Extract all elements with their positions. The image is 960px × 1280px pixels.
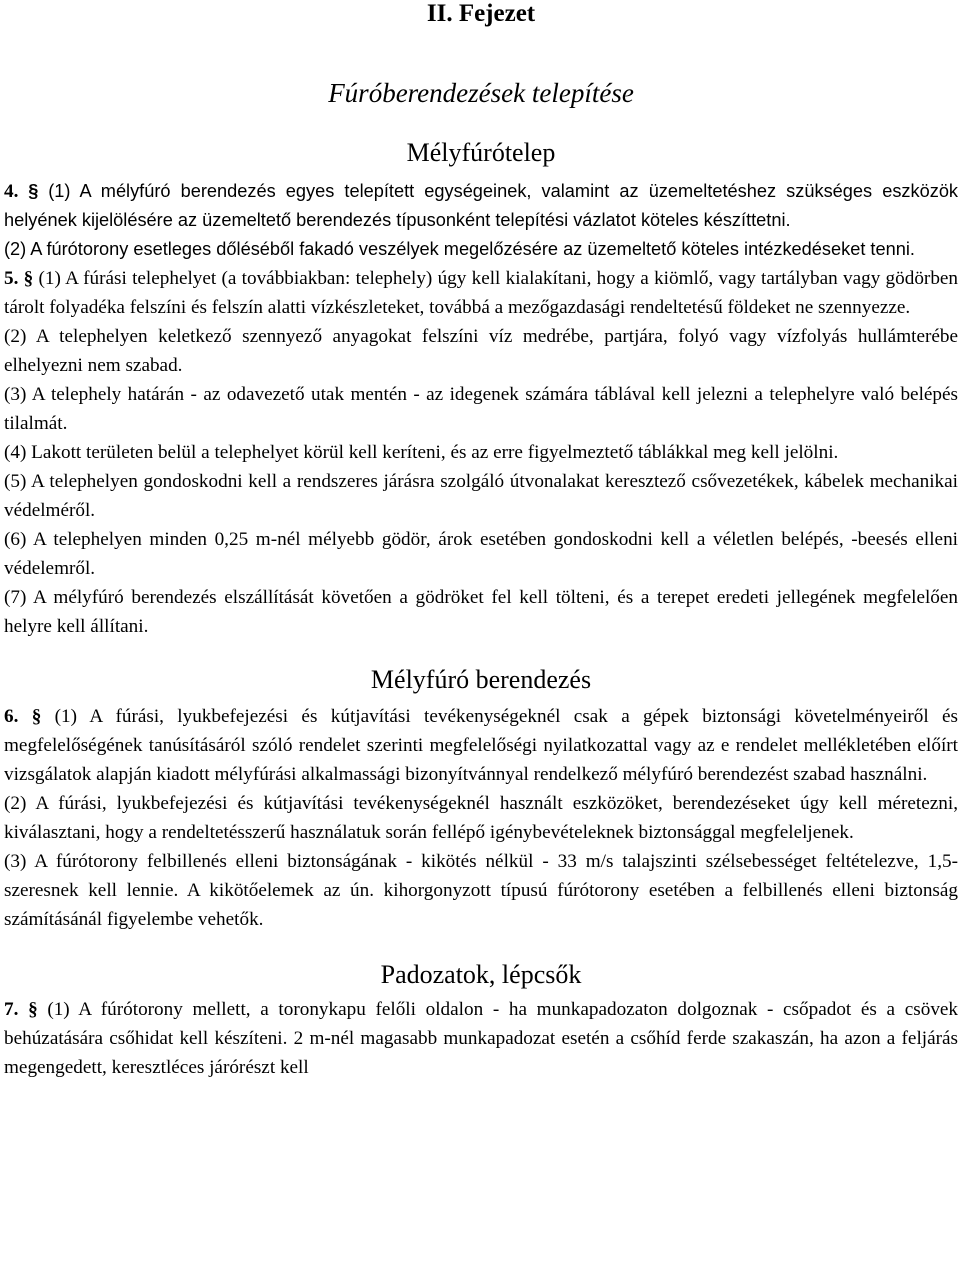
paragraph-number: 6. <box>4 706 19 727</box>
paragraph-text: (1) A fúrótorony mellett, a toronykapu felőli oldalon - ha munkapadozaton dolgoznak - csőpadot és a csövek behúzatására csőhidat kell készíteni. 2 m-nél magasabb munkapadozat esetén a csőhíd ferde szakaszán, ha azon a feljárás megengedett, keresztléces járórészt kell <box>4 999 959 1078</box>
paragraph <box>4 789 958 847</box>
paragraph-text: (2) A fúrótorony esetleges dőléséből fakadó veszélyek megelőzésére az üzemeltető köteles intézkedéseket tenni. <box>4 239 915 259</box>
paragraph-text: (7) A mélyfúró berendezés elszállítását követően a gödröket fel kell tölteni, és a terepet eredeti jellegének megfelelően helyre kell állítani. <box>4 587 958 637</box>
paragraph <box>4 583 958 641</box>
paragraph <box>4 467 958 525</box>
section-heading: Mélyfúró berendezés <box>370 665 592 694</box>
section-sign: § <box>23 268 34 289</box>
paragraph-text: (3) A fúrótorony felbillenés elleni biztonságának - kikötés nélkül - 33 m/s talajszinti szélsebességet feltételezve, 1,5-szeresnek kell lennie. A kikötőelemek az ún. kihorgonyzott típusú fúrótorony esetében a felbillenés elleni biztonság számításánál figyelembe vehetők. <box>4 851 958 930</box>
paragraph-text: (1) A fúrási, lyukbefejezési és kútjavítási tevékenységeknél csak a gépek biztonsági követelményeiről és megfelelőségének tanúsításáról szóló rendelet szerinti megfelelőségi nyilatkozattal vagy az e rendelet mellékletében előírt vizsgálatok alapján kiadott mélyfúrási alkalmassági bizonyítvánnyal rendelkező mélyfúró berendezést szabad használni. <box>4 706 958 785</box>
paragraph-number: 4. <box>4 181 19 202</box>
section-sign: § <box>31 706 42 727</box>
paragraph-text: (5) A telephelyen gondoskodni kell a rendszeres járásra szolgáló útvonalakat keresztező csővezetékek, kábelek mechanikai védelméről. <box>4 471 958 521</box>
paragraph-text: (6) A telephelyen minden 0,25 m-nél mélyebb gödör, árok esetében gondoskodni kell a véletlen belépés, -beesés elleni védelemről. <box>4 529 958 579</box>
paragraph <box>4 235 958 264</box>
paragraph-number: 7. <box>4 999 19 1020</box>
paragraph <box>4 380 958 438</box>
paragraph-text: (4) Lakott területen belül a telephelyet körül kell keríteni, és az erre figyelmeztető táblákkal meg kell jelölni. <box>4 442 839 463</box>
chapter-heading: II. Fejezet <box>426 0 536 27</box>
paragraph-text: (1) A mélyfúró berendezés egyes telepített egységeinek, valamint az üzemeltetéshez szükséges eszközök helyének kijelölésére az üzemeltető berendezés típusonként telepítési vázlatot köteles készíttetni. <box>4 181 959 230</box>
section-heading: Padozatok, lépcsők <box>380 960 582 989</box>
paragraph <box>4 264 958 322</box>
chapter-title: Fúróberendezések telepítése <box>328 78 634 108</box>
paragraph-text: (3) A telephely határán - az odavezető utak mentén - az idegenek számára táblával kell jelezni a telephelyre való belépés tilalmát. <box>4 384 958 434</box>
paragraph <box>4 995 958 1082</box>
paragraph <box>4 702 958 789</box>
paragraph <box>4 847 958 934</box>
document-page <box>4 0 958 1082</box>
paragraph <box>4 438 958 467</box>
paragraph-text: (2) A telephelyen keletkező szennyező anyagokat felszíni víz medrébe, partjára, folyó vagy vízfolyás hullámterébe elhelyezni nem szabad. <box>4 326 958 376</box>
paragraph-number: 5. <box>4 268 19 289</box>
section-sign: § <box>28 999 38 1020</box>
paragraph-text: (1) A fúrási telephelyet (a továbbiakban: telephely) úgy kell kialakítani, hogy a kiömlő, vagy tartályban vagy gödörben tárolt folyadéka felszíni és felszín alatti vízkészleteket, továbbá a mezőgazdasági rendeltetésű földeket ne szennyezze. <box>4 268 959 318</box>
paragraph-text: (2) A fúrási, lyukbefejezési és kútjavítási tevékenységeknél használt eszközöket, berendezéseket úgy kell méretezni, kiválasztani, hogy a rendeltetésszerű használatuk során fellépő igénybevételeknek biztonsággal megfeleljenek. <box>4 793 958 843</box>
paragraph <box>4 322 958 380</box>
section-heading: Mélyfúrótelep <box>406 138 556 167</box>
paragraph <box>4 177 958 235</box>
section-sign: § <box>28 181 39 201</box>
paragraph <box>4 525 958 583</box>
